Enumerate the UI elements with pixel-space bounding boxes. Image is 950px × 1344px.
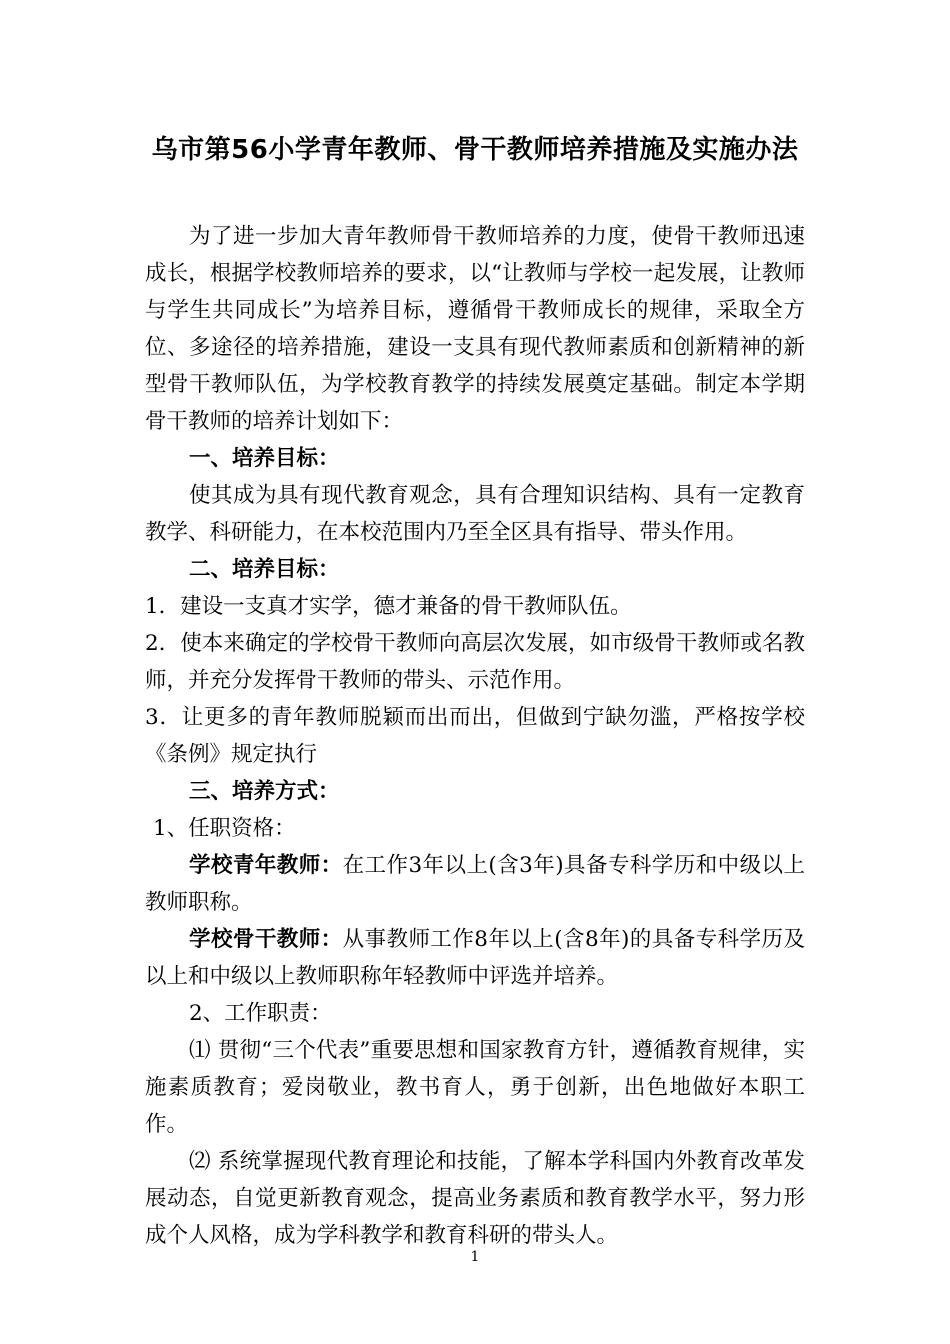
document-body — [145, 218, 805, 1254]
section1-paragraph: 使其成为具有现代教育观念，具有合理知识结构、具有一定教育教学、科研能力，在本校范围内乃至全区具有指导、带头作用。 — [145, 483, 805, 545]
section2-heading: 二、培养目标： — [189, 557, 340, 582]
section2-item: 1．建设一支真才实学，德才兼备的骨干教师队伍。 — [145, 594, 632, 619]
section1-heading: 一、培养目标： — [189, 446, 340, 471]
document-title: 乌市第56小学青年教师、骨干教师培养措施及实施办法 — [151, 135, 799, 165]
qualification-heading: 1、任职资格： — [153, 816, 296, 841]
page-number: 1 — [470, 1249, 480, 1265]
section3-heading: 三、培养方式： — [189, 779, 340, 804]
intro-paragraph: 为了进一步加大青年教师骨干教师培养的力度，使骨干教师迅速成长，根据学校教师培养的要求，以“让教师与学校一起发展，让教师与学生共同成长”为培养目标，遵循骨干教师成长的规律，采取全方位、多途径的培养措施，建设一支具有现代教师素质和创新精神的新型骨干教师队伍，为学校教育教学的持续发展奠定基础。制定本学期骨干教师的培养计划如下： — [145, 224, 805, 434]
section2-item: 3．让更多的青年教师脱颖而出而出，但做到宁缺勿滥，严格按学校《条例》规定执行 — [145, 705, 805, 767]
young-teacher-paragraph — [145, 847, 805, 921]
backbone-teacher-text: 从事教师工作8年以上(含8年)的具备专科学历及以上和中级以上教师职称年轻教师中评选并培养。 — [145, 927, 805, 989]
young-teacher-label: 学校青年教师： — [189, 853, 343, 878]
duties-heading: 2、工作职责： — [189, 1001, 332, 1026]
backbone-teacher-label: 学校骨干教师： — [189, 927, 343, 952]
duty-item: ⑴ 贯彻“三个代表”重要思想和国家教育方针，遵循教育规律，实施素质教育；爱岗敬业，教书育人，勇于创新，出色地做好本职工作。 — [145, 1038, 805, 1137]
young-teacher-text: 在工作3年以上(含3年)具备专科学历和中级以上教师职称。 — [145, 853, 805, 915]
duty-item: ⑵ 系统掌握现代教育理论和技能，了解本学科国内外教育改革发展动态，自觉更新教育观念，提高业务素质和教育教学水平，努力形成个人风格，成为学科教学和教育科研的带头人。 — [145, 1149, 805, 1248]
backbone-teacher-paragraph — [145, 921, 805, 995]
section2-item: 2．使本来确定的学校骨干教师向高层次发展，如市级骨干教师或名教师，并充分发挥骨干教师的带头、示范作用。 — [145, 631, 805, 693]
